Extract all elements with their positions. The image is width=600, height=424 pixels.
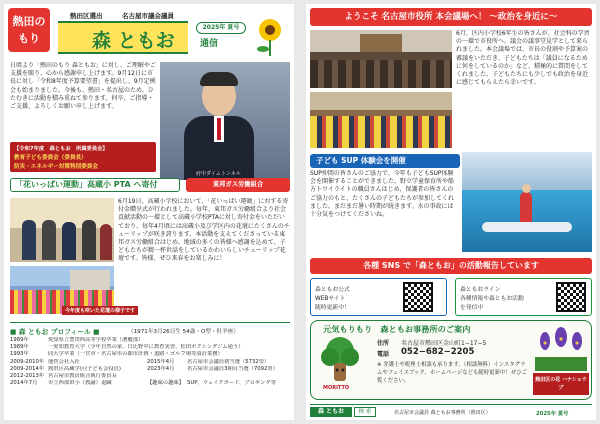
web-line3: 随時更新中！	[315, 305, 350, 311]
committee-line1: 教育子ども委員会（委員長）	[14, 155, 87, 161]
badge-line1: 熱田の	[12, 15, 46, 28]
office-note: ※ 弁護士や税理士相談も承ります。（相談無料）インスタグラムやフェイスブック、ホームページなども随時更新中！ぜひご覧ください。	[377, 362, 527, 384]
pta-title: 「花いっぱい運動」高蔵小 PTA へ寄付	[10, 178, 180, 192]
assembly-text: 6月、区内小学校6年生の皆さんが、社会科の学習の一環で市役所へ。議会の議事堂見学として来られました。本会議場では、市長の役割や予算案の審議をいただき、子どもたちは「議員になるために何をしているのか」など、積極的に質問をしてくれました。子どもたちにも少しでも政治を身近に感じてもらえたら幸いです。	[456, 30, 590, 87]
footer-search-button[interactable]: 検 索	[354, 407, 376, 417]
newsletter-suffix: 通信	[200, 39, 219, 49]
profile-row: 1989年 一愛知教育大学（少年自然の家、日比野中に教育実習、松田ボクシングジム通う）	[10, 344, 244, 351]
left-page	[4, 4, 294, 420]
iris-flower-icon	[535, 323, 587, 371]
intro-text: 日頃より「熱田のもり 森ともお」に対し、ご理解やご支援を賜り、心から感謝申し上げます。9月12日に市長に対し「令和8年度予算要望書」を提出し、9月定例会も始まりました。今後も、熱田・名古屋のため、ひたむきに活動を積み重ねて参ります。何卒、ご指導・ご支援、よろしくお願い申し上げます。	[10, 62, 156, 111]
badge-line2: もり	[18, 32, 40, 45]
students-photo	[310, 92, 452, 148]
sup-photo	[462, 152, 592, 252]
right-page	[306, 4, 596, 420]
profile-dob: （1971年3月26日生 54歳・O型・牡羊座）	[128, 329, 239, 335]
office-box	[310, 320, 592, 400]
line-line3: を発信中	[460, 305, 484, 311]
tel-value[interactable]: 052−682−2205	[401, 347, 475, 357]
assembly-banner: ようこそ 名古屋市役所 本会議場へ！ 〜政治を身近に〜	[310, 8, 592, 26]
sup-title: 子ども SUP 体験会を開催	[310, 154, 460, 168]
footer-issue: 2025年 夏号	[536, 411, 569, 417]
profile-row: 1993年 同大学卒業（一宮市・名古屋市の都市計画・道路・ゴルフ場等設計業務）	[10, 351, 223, 358]
ceremony-photo	[10, 198, 114, 262]
footer-name: 森 ともお	[310, 407, 352, 417]
committee-line2: 防災・エネルギー対策特別委員会	[14, 164, 98, 170]
profile-row: 2009-2010年 運営会社入社 2015年4月 名古屋市会議員初当選（5732票）	[10, 358, 270, 365]
committee-title: 【令和7年度 森ともお 所属委員会】	[14, 146, 108, 152]
district: 熱田区選出	[70, 12, 103, 20]
address-label: 住所	[377, 340, 390, 347]
sup-body: SUP仲間の皆さんのご協力で、今年も子どもSUP体験会を開催することができました。野立学童保育所や船方トワイライトの職員さんはじめ、保護者の皆さんのご協力のもと、たくさんの子どもたちが参加してくれました。まだまだ暑い時期が続きます。水の事故には十分気をつけてくださいね。	[310, 170, 455, 219]
line-box[interactable]	[455, 278, 592, 316]
issue-badge: 2025年 夏号	[196, 22, 246, 34]
pta-badge: 東邦ガス労働組合	[186, 178, 290, 192]
sunflower-icon	[250, 14, 290, 58]
profile-row: 2009-2014年 熱田区高蔵学区(子ども会役員) 2023年4月 名古屋市会議員3期目当選（7092票）	[10, 365, 279, 372]
badge	[8, 8, 50, 52]
sns-title: 各種 SNS で「森ともお」の活動報告しています	[310, 258, 592, 274]
profile-table	[10, 337, 290, 387]
office-title: 元気もりもり 森ともお事務所のご案内	[323, 324, 471, 334]
mascot-label: MORITTO	[323, 385, 350, 391]
web-box[interactable]	[310, 278, 447, 316]
address-value: 名古屋市熱田区金山町1−17−5	[401, 340, 487, 347]
profile-title: ■ 森 ともお プロフィール ■	[10, 328, 100, 336]
profile-row: 2012-2013年 名古屋市教員組合執行委員長	[10, 373, 117, 380]
profile-row: 1989年 愛知県立豊田西高等学校卒業（漕艇部）	[10, 337, 144, 343]
qr-code-icon[interactable]	[403, 282, 433, 312]
line-line2: 各種情報や森ともお活動	[460, 296, 524, 302]
committee-box	[10, 142, 156, 172]
iris-caption: 熱田区の花 ハナショウブ	[533, 373, 589, 395]
web-line1: 森ともお公式	[315, 287, 350, 293]
name-title: 森 ともお	[92, 30, 175, 52]
council: 名古屋市議会議員	[122, 12, 174, 20]
footer-publisher: 名古屋市会議員 森ともお事務所（熱田区）	[394, 410, 491, 416]
assembly-hall-photo	[310, 30, 452, 88]
photo-caption: 府中ダイムトンネル	[196, 171, 241, 177]
profile-row: 2014年7月 市立西部田小（教諭）退職 【趣味の趣味】 SUP、ウェイクボード、ブロギング等	[10, 380, 276, 387]
profile-box	[10, 322, 290, 416]
flowerbed-caption: 今年度も咲いた花壇の様子です	[62, 306, 138, 315]
line-line1: 森ともおライン	[460, 287, 501, 293]
pta-body: 6月19日、高蔵小学校において、「花いっぱい運動」に対する寄付金贈呈式が行われました。毎年、東邦ガス労働組合より社会貢献活動の一環として高蔵小学校PTAに対し寄付金をいただいており、毎年4月頃には高蔵小及び学区内の花壇にたくさんのチューリップが咲き誇ります。本活動を支えてくださっている東邦ガス労働組合はじめ、地域の多くの皆様へ感謝を込めて、子どもたちが精一杯世話をしているかわいらしいチューリップ花壇です。皆様、ぜひ来春をお楽しみに！	[118, 198, 290, 263]
tel-label: 電話	[377, 351, 390, 358]
qr-code-icon[interactable]	[556, 282, 586, 312]
footer	[310, 404, 592, 417]
web-line2: WEBサイト	[315, 296, 346, 302]
mascot-tree-icon	[319, 335, 361, 387]
portrait-photo	[160, 62, 290, 180]
